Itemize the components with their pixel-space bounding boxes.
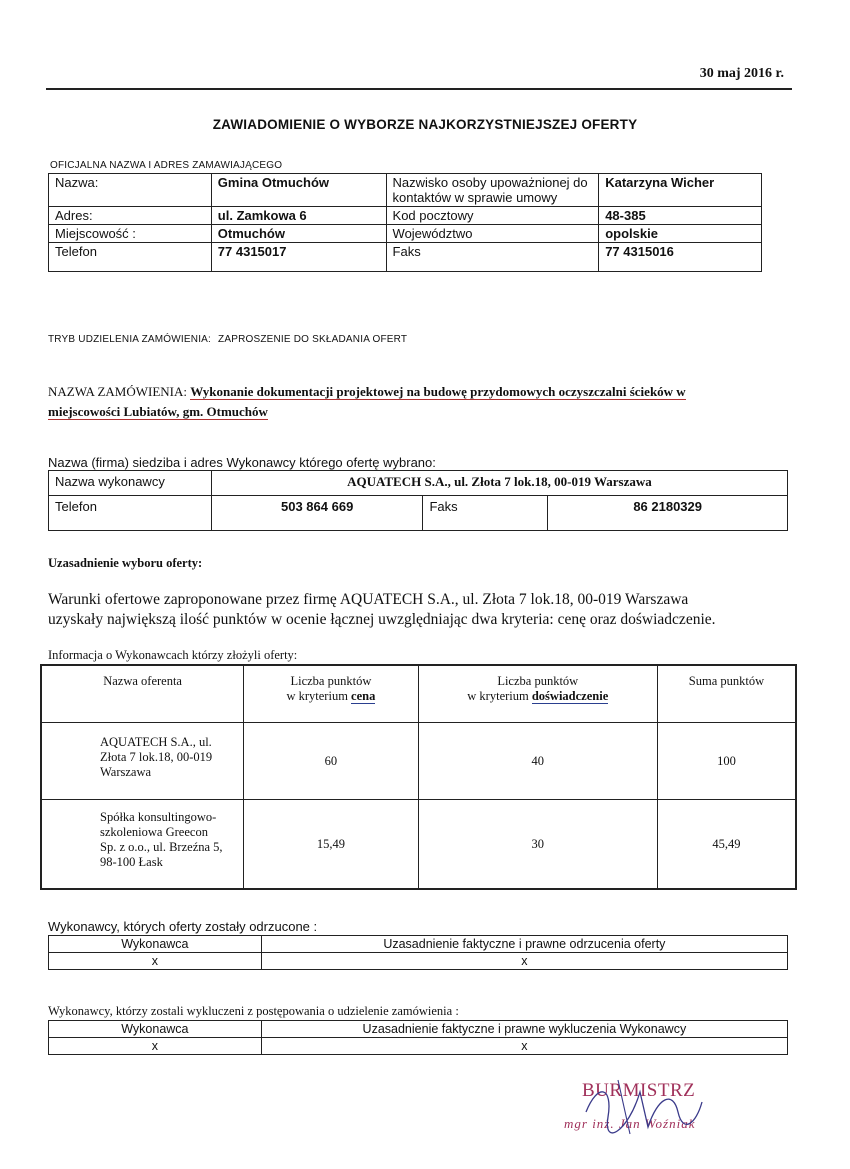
price-points: 15,49 [244, 800, 418, 890]
table-row [49, 953, 788, 970]
order-name-line2: miejscowości Lubiatów, gm. Otmuchów [48, 404, 268, 419]
winner-fax: 86 2180329 [548, 496, 788, 531]
winner-name-label: Nazwa wykonawcy [49, 471, 212, 496]
bidder-name-line: AQUATECH S.A., ul. [100, 735, 212, 749]
header-text: Liczba punktów [497, 674, 579, 688]
header-bidder-name: Nazwa oferenta [41, 665, 244, 723]
winner-table [48, 470, 788, 531]
table-header-row [41, 665, 796, 723]
header-criterion-price: cena [351, 689, 376, 703]
contact-person: Katarzyna Wicher [599, 174, 762, 207]
address-label: Adres: [49, 207, 212, 225]
table-row [49, 225, 762, 243]
order-name-line1: Wykonanie dokumentacji projektowej na budowę przydomowych oczyszczalni ścieków w [190, 384, 686, 399]
header-contractor: Wykonawca [49, 936, 262, 953]
bidder-name [41, 800, 244, 890]
document-title: ZAWIADOMIENIE O WYBORZE NAJKORZYSTNIEJSZEJ OFERTY [212, 117, 638, 132]
header-exclusion-reason: Uzasadnienie faktyczne i prawne wykluczenia Wykonawcy [261, 1021, 787, 1038]
header-divider [46, 88, 792, 90]
bidder-name-line: Złota 7 lok.18, 00-019 [100, 750, 213, 764]
justification-line: uzyskały największą ilość punktów w ocenie łącznej uwzględniając dwa kryteria: cenę oraz doświadczenie. [48, 611, 716, 628]
bidder-name-line: Sp. z o.o., ul. Brzeźna 5, [100, 840, 223, 854]
bidders-table [40, 664, 797, 890]
procedure-value: ZAPROSZENIE DO SKŁADANIA OFERT [218, 334, 408, 345]
header-total-points: Suma punktów [657, 665, 796, 723]
authority-phone: 77 4315017 [211, 243, 386, 272]
table-row [41, 800, 796, 890]
header-text: w kryterium [467, 689, 532, 703]
rejection-reason-value: x [261, 953, 787, 970]
winner-fax-label: Faks [423, 496, 548, 531]
winner-phone: 503 864 669 [211, 496, 423, 531]
rejected-table [48, 935, 788, 970]
header-contractor: Wykonawca [49, 1021, 262, 1038]
order-name-block [48, 382, 808, 422]
bidder-name-line: 98-100 Łask [100, 855, 163, 869]
exclusion-reason-value: x [261, 1038, 787, 1055]
table-header-row [49, 936, 788, 953]
postcode-label: Kod pocztowy [386, 207, 599, 225]
header-criterion-experience: doświadczenie [531, 689, 609, 703]
authority-city: Otmuchów [211, 225, 386, 243]
table-row [49, 174, 762, 207]
justification-label: Uzasadnienie wyboru oferty: [48, 556, 203, 570]
winner-label: Nazwa (firma) siedziba i adres Wykonawcy którego ofertę wybrano: [48, 455, 436, 470]
document-date: 30 maj 2016 r. [699, 66, 784, 81]
authority-voivodeship: opolskie [599, 225, 762, 243]
bidder-name-line: Spółka konsultingowo- [100, 810, 217, 824]
bidder-name-line: szkoleniowa Greecon [100, 825, 208, 839]
handwritten-signature [578, 1072, 708, 1142]
rejected-label: Wykonawcy, których oferty zostały odrzucone : [48, 919, 318, 934]
total-points: 100 [657, 723, 796, 800]
bidder-name-line: Warszawa [100, 765, 152, 779]
contractor-value: x [49, 953, 262, 970]
contracting-authority-table [48, 173, 762, 272]
table-row [49, 243, 762, 272]
table-row [49, 471, 788, 496]
header-rejection-reason: Uzasadnienie faktyczne i prawne odrzucenia oferty [261, 936, 787, 953]
header-text: Liczba punktów [290, 674, 372, 688]
bidder-name [41, 723, 244, 800]
header-text: w kryterium [286, 689, 352, 703]
bidders-label: Informacja o Wykonawcach którzy złożyli oferty: [48, 648, 298, 662]
mayor-name-stamp: mgr inż. Jan Woźniak [564, 1116, 696, 1131]
table-row [49, 207, 762, 225]
mayor-stamp: BURMISTRZ [582, 1080, 696, 1101]
table-header-row [49, 1021, 788, 1038]
excluded-table [48, 1020, 788, 1055]
table-row [49, 1038, 788, 1055]
winner-name: AQUATECH S.A., ul. Złota 7 lok.18, 00-019 Warszawa [211, 471, 787, 496]
procedure-label: TRYB UDZIELENIA ZAMÓWIENIA: [48, 334, 212, 345]
city-label: Miejscowość : [49, 225, 212, 243]
price-points: 60 [244, 723, 418, 800]
justification-text [48, 590, 828, 630]
contact-person-label: Nazwisko osoby upoważnionej do kontaktów w sprawie umowy [386, 174, 599, 207]
authority-postcode: 48-385 [599, 207, 762, 225]
contracting-authority-label: OFICJALNA NAZWA I ADRES ZAMAWIAJĄCEGO [50, 160, 283, 171]
order-name-label: NAZWA ZAMÓWIENIA: [48, 384, 188, 399]
excluded-label: Wykonawcy, którzy zostali wykluczeni z postępowania o udzielenie zamówienia : [48, 1004, 459, 1018]
phone-label: Telefon [49, 243, 212, 272]
winner-phone-label: Telefon [49, 496, 212, 531]
authority-fax: 77 4315016 [599, 243, 762, 272]
table-row [41, 723, 796, 800]
experience-points: 40 [418, 723, 657, 800]
authority-name: Gmina Otmuchów [211, 174, 386, 207]
experience-points: 30 [418, 800, 657, 890]
voivodeship-label: Województwo [386, 225, 599, 243]
contractor-value: x [49, 1038, 262, 1055]
table-row [49, 496, 788, 531]
fax-label: Faks [386, 243, 599, 272]
total-points: 45,49 [657, 800, 796, 890]
header-price-points [244, 665, 418, 723]
header-experience-points [418, 665, 657, 723]
name-label: Nazwa: [49, 174, 212, 207]
authority-address: ul. Zamkowa 6 [211, 207, 386, 225]
justification-line: Warunki ofertowe zaproponowane przez firmę AQUATECH S.A., ul. Złota 7 lok.18, 00-019 Warszawa [48, 591, 689, 608]
procedure-line [48, 334, 407, 345]
